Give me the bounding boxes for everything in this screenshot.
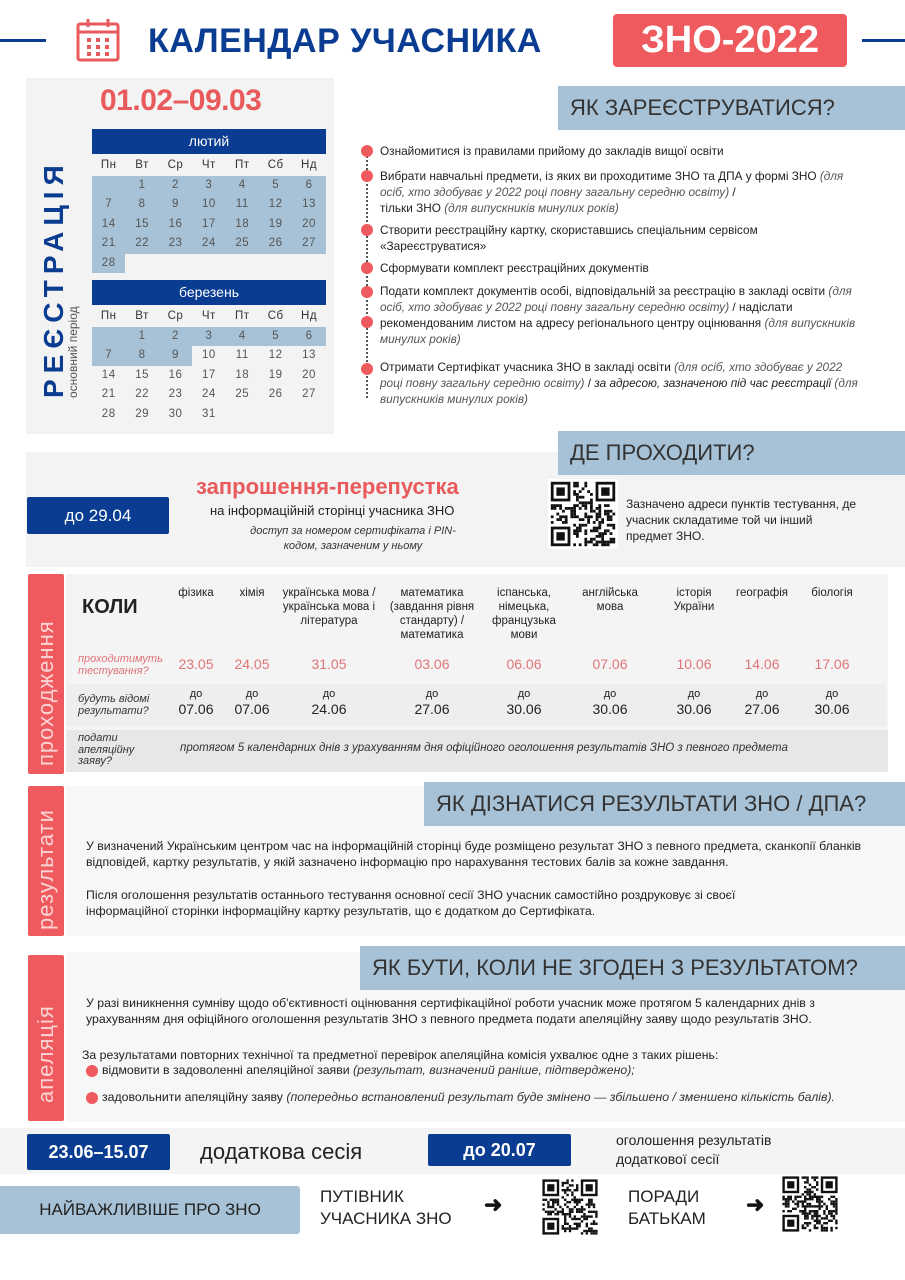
important-about-zno-button[interactable]: НАЙВАЖЛИВІШЕ ПРО ЗНО (0, 1186, 300, 1234)
arrow-right-icon: ➜ (484, 1192, 503, 1217)
step-text-alt: за адресою, зазначеною під час реєстрації (594, 376, 832, 390)
step-bullet (361, 262, 373, 274)
calendar-day (226, 254, 259, 274)
results-prefix: до (189, 688, 203, 700)
step-bullet (361, 286, 373, 298)
subject-name: біологія (811, 587, 853, 599)
step-bullet (361, 316, 373, 328)
subject-name: українська мова / українська мова і література (282, 587, 376, 627)
calendar-day: 19 (268, 368, 283, 381)
results-paragraph-2: Після оголошення результатів останнього тестування основної сесії ЗНО учасник самостійно роздруковує зі своєї інформаційної сторінки інформаційну картку результатів, що є додатком до Сертифіката. (86, 888, 736, 918)
results-prefix: до (755, 688, 769, 700)
calendar-day (92, 327, 125, 347)
schedule-heading: КОЛИ (82, 596, 138, 618)
appeal-heading: ЯК БУТИ, КОЛИ НЕ ЗГОДЕН З РЕЗУЛЬТАТОМ? (360, 946, 905, 990)
option-note: (результат, визначений раніше, підтверджено); (353, 1063, 635, 1077)
results-value: 07.06 (178, 701, 214, 717)
calendar-day: 13 (302, 349, 316, 361)
test-date: 31.05 (311, 656, 347, 672)
step-text: Подати комплект документів особі, відповідальній за реєстрацію в закладі освіти (380, 284, 826, 298)
calendar-day: 4 (226, 176, 259, 196)
appeal-paragraph-1: У разі виникнення сумніву щодо об'єктивності оцінювання сертифікаційної роботи учасник може протягом 5 календарних днів з урахуванням дня офіційного оголошення результатів ЗНО з певного предмета подати апеляційну заяву щодо результатів ЗНО. (86, 996, 815, 1026)
calendar-day: 26 (268, 388, 283, 400)
weekday-row (92, 156, 326, 176)
test-date: 10.06 (676, 656, 712, 672)
results-value: 30.06 (592, 701, 628, 717)
step-note: (для випускників минулих років) (444, 201, 619, 215)
step-4 (380, 260, 860, 276)
calendar-day: 26 (259, 234, 292, 254)
step-note: (для осіб, хто здобуває у 2022 році повну загальну середню освіту) (380, 360, 843, 390)
results-prefix: до (603, 688, 617, 700)
step-text-alt: надіслати рекомендованим листом на адресу регіонального центру оцінювання (380, 300, 793, 330)
calendar-day: 17 (201, 368, 216, 381)
results-date (800, 688, 864, 718)
calendar-march (92, 307, 326, 424)
calendar-day: 28 (101, 407, 116, 420)
step-text: Ознайомитися із правилами прийому до закладів вищої освіти (380, 144, 724, 158)
appeal-side-label: апеляція (33, 1005, 58, 1103)
qr-code-icon[interactable] (548, 479, 618, 549)
option-text: відмовити в задоволенні апеляційної заяви (102, 1063, 350, 1077)
schedule-side-tab (28, 574, 64, 774)
calendar-day: 2 (159, 176, 192, 196)
subject-name: англійська мова (582, 587, 638, 613)
step-6 (380, 359, 860, 407)
calendar-day (226, 405, 259, 425)
weekday-label: Нд (301, 159, 318, 171)
calendar-day: 6 (292, 176, 325, 196)
step-separator: / (729, 185, 736, 199)
test-date: 03.06 (414, 656, 450, 672)
week-row (92, 176, 326, 196)
weekday-label: Сб (267, 159, 284, 171)
week-row (92, 405, 326, 425)
calendar-day: 24 (201, 388, 216, 400)
results-side-label: результати (33, 809, 58, 930)
qr-code-icon[interactable] (780, 1174, 840, 1234)
where-heading: ДЕ ПРОХОДИТИ? (558, 431, 905, 475)
calendar-day: 28 (92, 254, 125, 274)
row-label-test: проходитимуть тестування? (78, 653, 163, 677)
results-prefix: до (322, 688, 336, 700)
calendar-day: 22 (135, 388, 149, 400)
week-row (92, 234, 326, 254)
additional-results-deadline: до 20.07 (428, 1134, 571, 1166)
pass-note: доступ за номером сертифіката і PIN-кодом, зазначеним у ньому (250, 525, 456, 552)
results-date (482, 688, 566, 718)
calendar-day: 11 (226, 195, 259, 215)
calendar-day: 9 (159, 346, 192, 366)
option-note: (попередньо встановлений результат буде змінено — збільшено / зменшено кількість балів). (286, 1090, 835, 1104)
calendar-day: 23 (159, 234, 192, 254)
additional-results-label: оголошення результатів додаткової сесії (616, 1132, 772, 1167)
subject-name: історія України (673, 587, 715, 613)
test-date: 14.06 (744, 656, 780, 672)
calendar-day (92, 176, 125, 196)
calendar-day: 13 (292, 195, 325, 215)
option-bullet (86, 1065, 98, 1077)
step-bullet (361, 145, 373, 157)
appeal-option-2 (102, 1089, 892, 1105)
calendar-day: 5 (259, 176, 292, 196)
results-side-tab (28, 786, 64, 936)
calendar-day: 1 (125, 327, 158, 347)
results-prefix: до (825, 688, 839, 700)
additional-session-label: додаткова сесія (200, 1139, 363, 1164)
step-text: Сформувати комплект реєстраційних документів (380, 261, 649, 275)
calendar-day: 14 (92, 215, 125, 235)
calendar-day: 3 (192, 176, 225, 196)
calendar-day: 21 (92, 234, 125, 254)
weekday-label: Чт (201, 159, 216, 171)
calendar-day: 21 (101, 388, 116, 400)
qr-code-icon[interactable] (540, 1177, 600, 1237)
calendar-day: 7 (92, 195, 125, 215)
step-3 (380, 222, 830, 254)
calendar-icon (74, 16, 122, 64)
calendar-day: 25 (226, 234, 259, 254)
month-header-february: лютий (92, 129, 326, 154)
test-date: 24.05 (234, 656, 270, 672)
year-badge: ЗНО-2022 (613, 14, 847, 67)
calendar-day: 17 (192, 215, 225, 235)
results-date (572, 688, 648, 718)
step-2 (380, 168, 860, 216)
calendar-day: 18 (235, 368, 250, 381)
calendar-day (292, 405, 325, 425)
calendar-day: 20 (292, 215, 325, 235)
results-value: 30.06 (814, 701, 850, 717)
calendar-day (292, 254, 325, 274)
calendar-day: 23 (168, 388, 183, 400)
calendar-day (192, 254, 225, 274)
week-row (92, 327, 326, 347)
results-value: 27.06 (744, 701, 780, 717)
calendar-day: 12 (268, 349, 283, 361)
schedule-side-label: проходження (33, 620, 58, 766)
calendar-day: 15 (135, 368, 149, 381)
calendar-day (259, 405, 292, 425)
header-rule-left (0, 39, 46, 42)
calendar-day: 2 (159, 327, 192, 347)
calendar-day (259, 254, 292, 274)
results-value: 30.06 (506, 701, 542, 717)
weekday-label: Вт (135, 159, 149, 171)
results-prefix: до (425, 688, 439, 700)
results-date (172, 688, 220, 718)
week-row (92, 366, 326, 386)
calendar-day: 16 (159, 215, 192, 235)
pass-title: запрошення-перепустка (196, 474, 459, 499)
row-label-results: будуть відомі результати? (78, 693, 150, 717)
week-row (92, 195, 326, 215)
calendar-day: 10 (201, 349, 216, 361)
calendar-day: 22 (125, 234, 158, 254)
weekday-label: Чт (201, 310, 216, 322)
option-bullet (86, 1092, 98, 1104)
calendar-day: 12 (259, 195, 292, 215)
calendar-day: 29 (135, 407, 149, 420)
step-note: (для випускників минулих років) (380, 376, 858, 406)
calendar-day: 27 (302, 388, 316, 400)
weekday-label: Сб (267, 310, 284, 322)
calendar-day: 15 (125, 215, 158, 235)
calendar-february (92, 156, 326, 273)
step-separator: / (584, 376, 595, 390)
calendar-day (125, 254, 158, 274)
results-prefix: до (517, 688, 531, 700)
calendar-day: 25 (235, 388, 250, 400)
arrow-right-icon: ➜ (746, 1192, 765, 1217)
appeal-period-text: протягом 5 календарних днів з урахуванням дня офіційного оголошення результатів ЗНО з певного предмета (180, 742, 788, 754)
results-heading: ЯК ДІЗНАТИСЯ РЕЗУЛЬТАТИ ЗНО / ДПА? (424, 782, 905, 826)
step-bullet (361, 170, 373, 182)
weekday-label: Пт (234, 310, 250, 322)
option-text: задовольнити апеляційну заяву (102, 1090, 283, 1104)
results-value: 30.06 (676, 701, 712, 717)
calendar-day: 30 (168, 407, 183, 420)
results-date (230, 688, 274, 718)
step-bullet (361, 363, 373, 375)
weekday-label: Ср (167, 159, 184, 171)
results-date (276, 688, 382, 718)
calendar-day: 9 (159, 195, 192, 215)
step-1 (380, 143, 860, 159)
calendar-day: 5 (259, 327, 292, 347)
additional-session-dates: 23.06–15.07 (27, 1134, 170, 1170)
calendar-day (159, 254, 192, 274)
registration-side-label: РЕЄСТРАЦІЯ (38, 159, 69, 398)
how-to-register-heading: ЯК ЗАРЕЄСТРУВАТИСЯ? (558, 86, 905, 130)
subject-name: іспанська, німецька, французька мови (492, 587, 556, 641)
calendar-day: 1 (125, 176, 158, 196)
parents-link-label[interactable]: ПОРАДИ БАТЬКАМ (628, 1187, 706, 1228)
registration-dates: 01.02–09.03 (100, 84, 262, 117)
where-description: Зазначено адреси пунктів тестування, де учасник складатиме той чи інший предмет ЗНО. (626, 497, 857, 543)
step-note: (для осіб, хто здобуває у 2022 році повну загальну середню освіту) (380, 169, 844, 199)
calendar-day: 19 (259, 215, 292, 235)
test-date: 23.05 (178, 656, 214, 672)
subject-name: хімія (239, 587, 265, 599)
registration-side-sublabel: основний період (66, 306, 80, 398)
step-text-alt: тільки ЗНО (380, 201, 441, 215)
header-rule-right (862, 39, 905, 42)
step-text: Вибрати навчальні предмети, із яких ви проходитиме ЗНО та ДПА у формі ЗНО (380, 169, 817, 183)
calendar-day: 14 (101, 368, 116, 381)
calendar-day: 20 (302, 368, 316, 381)
results-prefix: до (245, 688, 259, 700)
weekday-label: Ср (167, 310, 184, 322)
step-text: Створити реєстраційну картку, скориставшись спеціальним сервісом «Зареєструватися» (380, 223, 758, 253)
weekday-label: Нд (301, 310, 318, 322)
weekday-label: Пн (100, 310, 117, 322)
step-bullet (361, 224, 373, 236)
step-5 (380, 283, 860, 347)
pass-deadline-badge: до 29.04 (27, 497, 169, 534)
page-title: КАЛЕНДАР УЧАСНИКА (148, 22, 542, 60)
weekday-label: Пн (100, 159, 117, 171)
weekday-label: Пт (234, 159, 250, 171)
weekday-row (92, 307, 326, 327)
results-value: 27.06 (414, 701, 450, 717)
pass-subtitle: на інформаційній сторінці учасника ЗНО (210, 503, 455, 518)
subject-name: географія (736, 587, 788, 599)
calendar-day: 11 (235, 349, 249, 361)
results-value: 24.06 (311, 701, 347, 717)
calendar-day: 18 (226, 215, 259, 235)
test-date: 06.06 (506, 656, 542, 672)
calendar-day: 4 (226, 327, 259, 347)
test-date: 07.06 (592, 656, 628, 672)
test-date: 17.06 (814, 656, 850, 672)
subject-name: математика (завдання рівня стандарту) / математика (389, 587, 475, 641)
weekday-label: Вт (135, 310, 149, 322)
step-note: (для осіб, хто здобуває у 2022 році повну загальну середню освіту) (380, 284, 852, 314)
calendar-day: 7 (92, 346, 125, 366)
week-row (92, 215, 326, 235)
week-row (92, 385, 326, 405)
appeal-side-tab (28, 955, 64, 1121)
week-row (92, 254, 326, 274)
results-prefix: до (687, 688, 701, 700)
calendar-day: 27 (292, 234, 325, 254)
calendar-day: 24 (192, 234, 225, 254)
calendar-day: 8 (125, 195, 158, 215)
step-separator: / (729, 300, 739, 314)
calendar-day: 16 (168, 368, 183, 381)
month-header-march: березень (92, 280, 326, 305)
row-label-appeal: подати апеляційну заяву? (78, 732, 135, 767)
calendar-day: 3 (192, 327, 225, 347)
appeal-option-1 (102, 1062, 882, 1078)
results-value: 07.06 (234, 701, 270, 717)
guide-link-label[interactable]: ПУТІВНИК УЧАСНИКА ЗНО (320, 1187, 452, 1228)
results-date (730, 688, 794, 718)
results-date (658, 688, 730, 718)
appeal-paragraph-2: За результатами повторних технічної та предметної перевірок апеляційна комісія ухвалює одне з таких рішень: (82, 1048, 719, 1062)
step-note: (для випускників минулих років) (380, 316, 856, 346)
calendar-day: 10 (192, 195, 225, 215)
subject-name: фізика (178, 587, 214, 599)
results-paragraph-1: У визначений Українським центром час на інформаційній сторінці буде розміщено результат ЗНО з певного предмета, сканкопії бланків відповідей, картку результатів, у якій зазначено інформацію про нарахування тестових балів за кожне завдання. (86, 839, 862, 869)
calendar-day: 8 (125, 346, 158, 366)
results-date (384, 688, 480, 718)
step-text: Отримати Сертифікат учасника ЗНО в закладі освіти (380, 360, 671, 374)
calendar-day: 31 (201, 407, 216, 420)
calendar-day: 6 (292, 327, 325, 347)
week-row (92, 346, 326, 366)
